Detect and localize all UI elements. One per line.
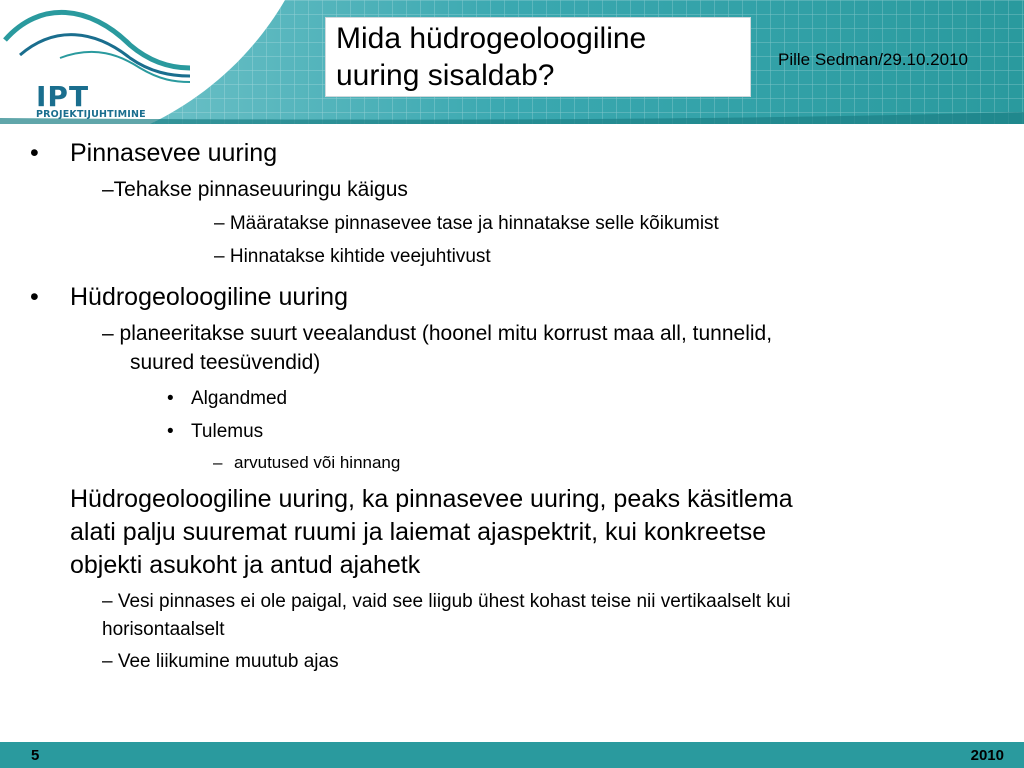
item-arvutused: arvutused või hinnang (234, 453, 401, 472)
bullet-marker: • (30, 139, 39, 167)
slide-number: 5 (31, 747, 40, 764)
para-line-3: objekti asukoht ja antud ajahetk (70, 551, 421, 579)
slide-title (325, 17, 751, 97)
bullet-pinnasevee: Pinnasevee uuring (70, 139, 278, 167)
para-sub-1-line-1: – Vesi pinnases ei ole paigal, vaid see liigub ühest kohast teise nii vertikaalselt kui (102, 591, 791, 612)
ipt-logo-waves (0, 0, 200, 90)
logo-subtitle: PROJEKTIJUHTIMINE (36, 109, 146, 120)
sub-tehakse: –Tehakse pinnaseuuringu käigus (102, 178, 408, 201)
sub-planeeritakse-1: – planeeritakse suurt veealandust (hoonel mitu korrust maa all, tunnelid, (102, 322, 773, 345)
title-line-1: Mida hüdrogeoloogiline (336, 22, 647, 55)
para-sub-1-line-2: horisontaalselt (102, 619, 225, 640)
slide-footer (0, 742, 1024, 768)
para-line-1: Hüdrogeoloogiline uuring, ka pinnasevee uuring, peaks käsitlema (70, 485, 793, 513)
title-line-2: uuring sisaldab? (336, 59, 555, 92)
bullet-marker: • (167, 388, 174, 409)
sub-planeeritakse-2: suured teesüvendid) (130, 351, 321, 374)
item-algandmed: Algandmed (191, 388, 288, 409)
footer-year: 2010 (970, 747, 1004, 764)
dash-marker: – (213, 453, 223, 472)
para-sub-2: – Vee liikumine muutub ajas (102, 651, 339, 672)
para-line-2: alati palju suuremat ruumi ja laiemat ajaspektrit, kui konkreetse (70, 518, 767, 546)
item-tulemus: Tulemus (191, 421, 264, 442)
slide-header (0, 0, 1024, 124)
sub-maaratakse: – Määratakse pinnasevee tase ja hinnatakse selle kõikumist (214, 213, 719, 234)
bullet-marker: • (30, 283, 39, 311)
sub-hinnatakse: – Hinnatakse kihtide veejuhtivust (214, 246, 491, 267)
author-date: Pille Sedman/29.10.2010 (778, 50, 968, 69)
bullet-hudrogeoloogiline: Hüdrogeoloogiline uuring (70, 283, 348, 311)
logo-text: IPT (36, 80, 90, 113)
bullet-marker: • (167, 421, 174, 442)
